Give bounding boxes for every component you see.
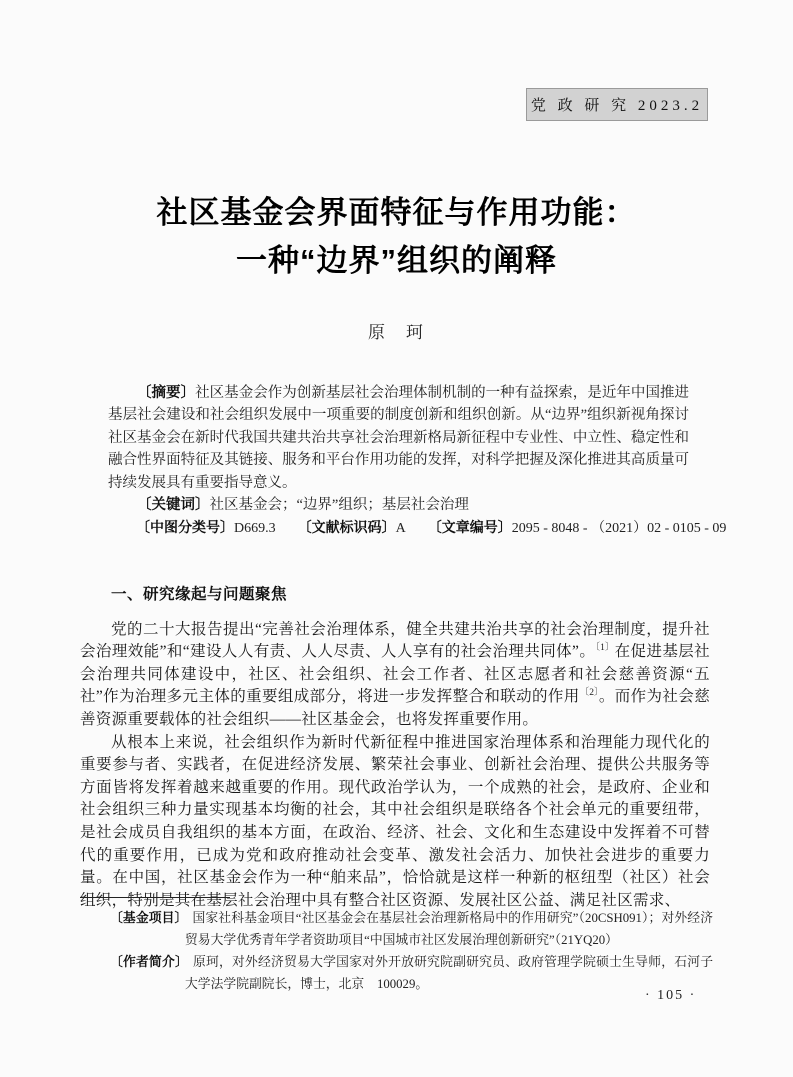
keywords-text: 社区基金会；“边界”组织；基层社会治理 [209, 497, 469, 514]
doc-code-label: 〔文献标识码〕 [297, 519, 396, 536]
keywords [108, 494, 689, 516]
paragraph-1 [80, 619, 710, 732]
abstract-label: 〔摘要〕 [137, 385, 196, 401]
journal-header-box [526, 88, 708, 121]
keywords-label: 〔关键词〕 [137, 497, 210, 514]
paragraph-1-text: 在促进基层社会治理共同体建设中，社区、社会组织、社会工作者、社区志愿者和社会慈善资源“五社”作为治理多元主体的重要组成部分，将进一步发挥整合和联动的作用 [80, 643, 710, 706]
clc-label: 〔中图分类号〕 [136, 519, 234, 536]
citation-ref-2: 〔2〕 [579, 688, 599, 699]
article-title-line1: 社区基金会界面特征与作用功能： [156, 195, 637, 230]
footnote-author-bio [80, 951, 713, 995]
classification-line [108, 516, 727, 540]
author-name: 原 珂 [368, 323, 425, 342]
page-number: · 105 · [645, 988, 697, 1003]
footnote-divider [80, 897, 230, 898]
article-body [80, 584, 710, 912]
abstract [108, 382, 689, 494]
footnote-fund [80, 907, 713, 951]
footnotes [80, 907, 713, 995]
section-heading: 一、研究缘起与问题聚焦 [111, 586, 288, 603]
article-id-value: 2095 - 8048 - （2021）02 - 0105 - 09 [511, 521, 727, 537]
article-title [0, 189, 793, 285]
fund-text: 国家社科基金项目“社区基金会在基层社会治理新格局中的作用研究”（20CSH091）；对外经济贸易大学优秀青年学者资助项目“中国城市社区发展治理创新研究”（21YQ20） [185, 911, 714, 947]
article-id-label: 〔文章编号〕 [427, 519, 512, 536]
abstract-text: 社区基金会作为创新基层社会治理体制机制的一种有益探索，是近年中国推进基层社会建设和社会组织发展中一项重要的制度创新和组织创新。从“边界”组织新视角探讨社区基金会在新时代我国共建共治共享社会治理新格局新征程中专业性、中立性、稳定性和融合性界面特征及其链接、服务和平台作用功能的发挥，对科学把握及深化推进其高质量可持续发展具有重要指导意义。 [108, 385, 689, 491]
author-bio-label: 〔作者简介〕 [110, 954, 189, 969]
paragraph-1-text: 。而作为社会慈善资源重要载体的社会组织——社区基金会，也将发挥重要作用。 [80, 688, 710, 728]
citation-ref-1: 〔1〕 [595, 643, 615, 654]
clc-value: D669.3 [234, 521, 276, 537]
journal-name: 党 政 研 究 2023.2 [530, 98, 704, 114]
author-bio-text: 原珂，对外经济贸易大学国家对外开放研究院副研究员、政府管理学院硕士生导师，石河子大学法学院副院长，博士，北京 100029。 [185, 955, 714, 991]
paragraph-1-text: 党的二十大报告提出“完善社会治理体系，健全共建共治共享的社会治理制度，提升社会治理效能”和“建设人人有责、人人尽责、人人享有的社会治理共同体”。 [80, 620, 710, 661]
fund-label: 〔基金项目〕 [110, 910, 188, 925]
front-matter [108, 382, 727, 541]
doc-code-value: A [395, 521, 406, 537]
paragraph-2: 从根本上来说，社会组织作为新时代新征程中推进国家治理体系和治理能力现代化的重要参与者、实践者，在促进经济发展、繁荣社会事业、创新社会治理、提供公共服务等方面皆将发挥着越来越重要的作用。现代政治学认为，一个成熟的社会，是政府、企业和社会组织三种力量实现基本均衡的社会，其中社会组织是联络各个社会单元的重要纽带，是社会成员自我组织的基本方面，在政治、经济、社会、文化和生态建设中发挥着不可替代的重要作用，已成为党和政府推动社会变革、激发社会活力、加快社会进步的重要力量。在中国，社区基金会作为一种“舶来品”，恰恰就是这样一种新的枢纽型（社区）社会组织，特别是其在基层社会治理中具有整合社区资源、发展社区公益、满足社区需求、 [80, 733, 710, 909]
article-title-line2: 一种“边界”组织的阐释 [236, 243, 557, 278]
